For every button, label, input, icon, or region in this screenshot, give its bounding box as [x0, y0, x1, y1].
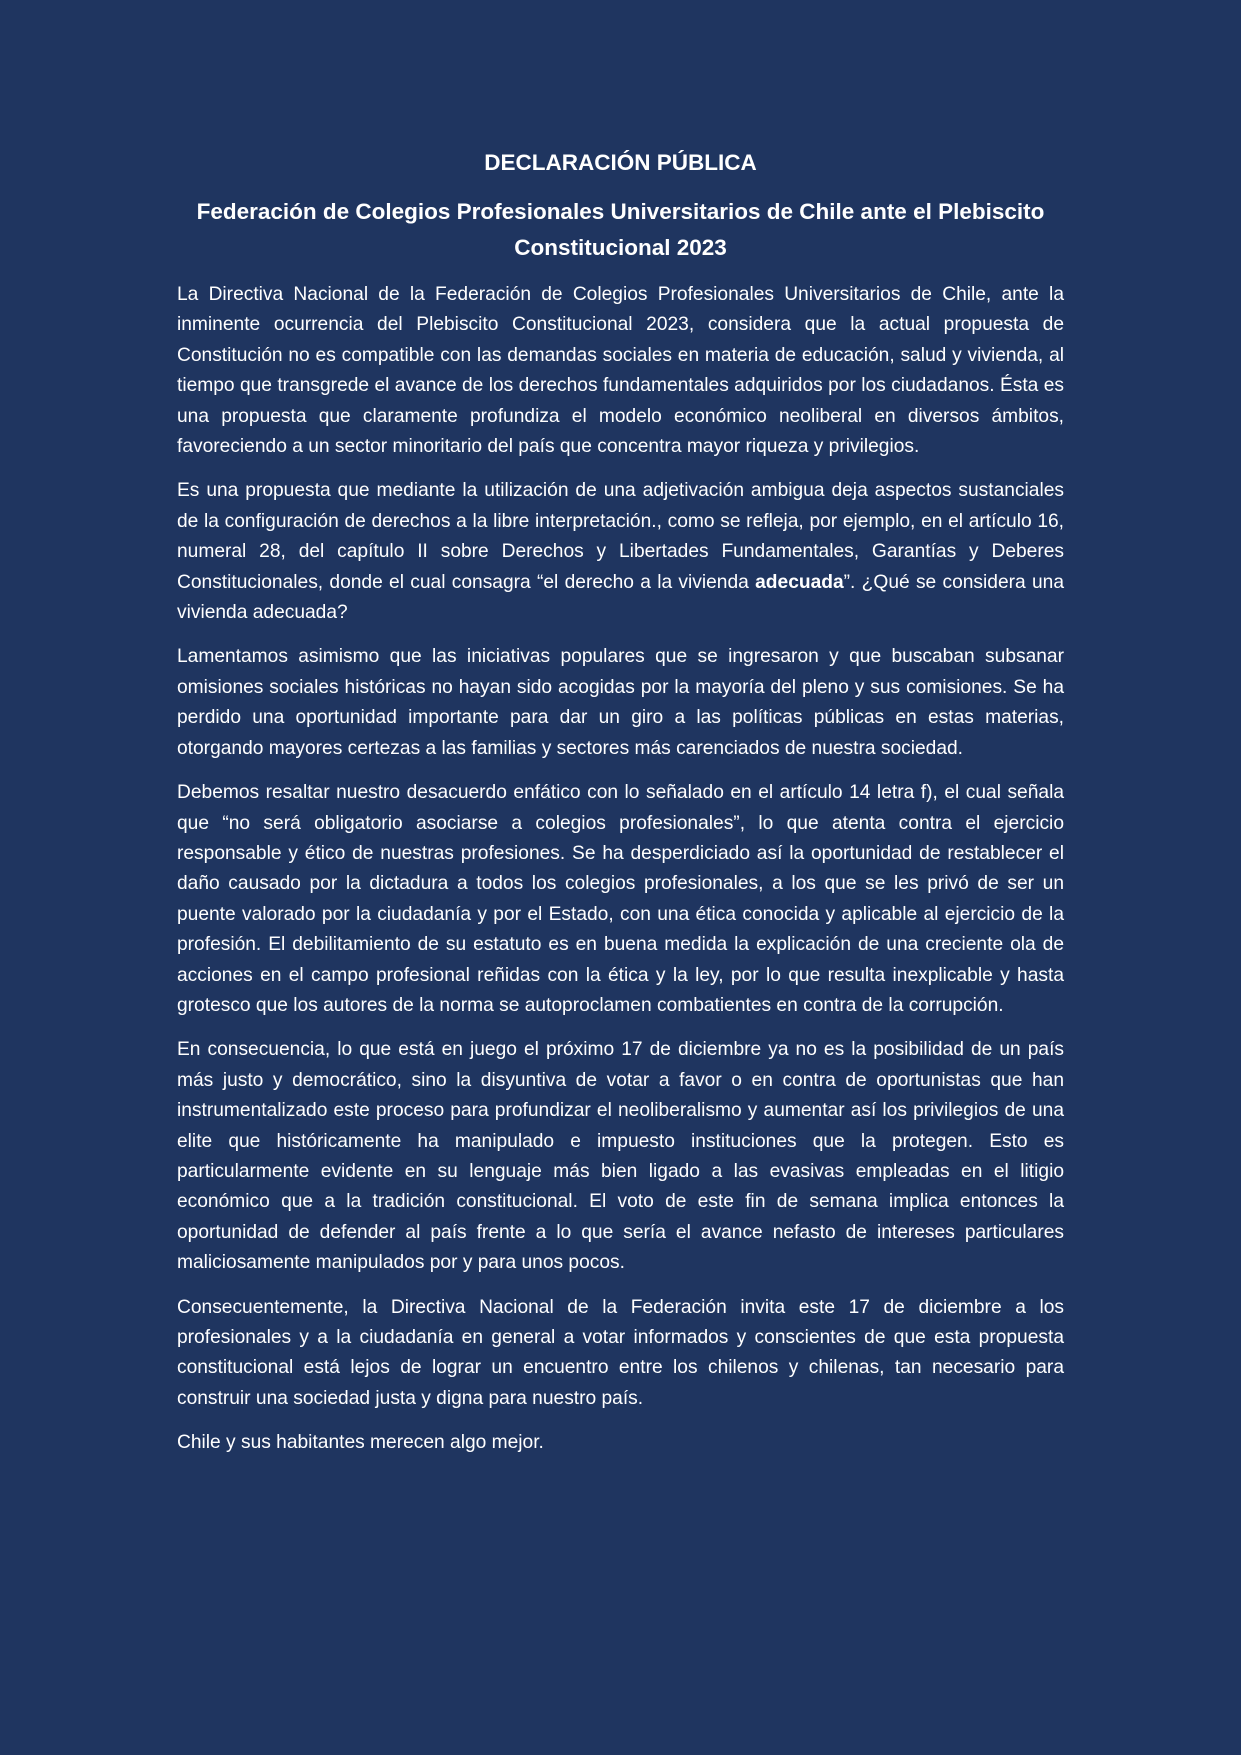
- closing-paragraph: Chile y sus habitantes merecen algo mejor.: [177, 1432, 544, 1454]
- paragraph-2-text-after: ”. ¿Qué se considera una vivienda adecuada?: [177, 571, 1065, 624]
- document-heading: DECLARACIÓN PÚBLICA: [484, 150, 757, 175]
- paragraph-3: Lamentamos asimismo que las iniciativas populares que se ingresaron y que buscaban subsanar omisiones sociales históricas no hayan sido acogidas por la mayoría del pleno y sus comisiones. Se ha perdido una oportunidad importante para dar un giro a las políticas públicas en estas materias, otorgando mayores certezas a las familias y sectores más carenciados de nuestra sociedad.: [177, 646, 1064, 759]
- paragraph-2-bold-word: adecuada: [755, 571, 844, 593]
- document-subheading: Federación de Colegios Profesionales Universitarios de Chile ante el Plebiscito Constitucional 2023: [196, 199, 1045, 260]
- paragraph-1: La Directiva Nacional de la Federación de Colegios Profesionales Universitarios de Chile, ante la inminente ocurrencia del Plebiscito Constitucional 2023, considera que la actual propuesta de Constitución no es compatible con las demandas sociales en materia de educación, salud y vivienda, al tiempo que transgrede el avance de los derechos fundamentales adquiridos por los ciudadanos. Ésta es una propuesta que claramente profundiza el modelo económico neoliberal en diversos ámbitos, favoreciendo a un sector minoritario del país que concentra mayor riqueza y privilegios.: [177, 284, 1064, 458]
- paragraph-5: En consecuencia, lo que está en juego el próximo 17 de diciembre ya no es la posibilidad de un país más justo y democrático, sino la disyuntiva de votar a favor o en contra de oportunistas que han instrumentalizado este proceso para profundizar el neoliberalismo y aumentar así los privilegios de una elite que históricamente ha manipulado e impuesto instituciones que la protegen. Esto es particularmente evidente en su lenguaje más bien ligado a las evasivas empleadas en el litigio económico que a la tradición constitucional. El voto de este fin de semana implica entonces la oportunidad de defender al país frente a lo que sería el avance nefasto de intereses particulares maliciosamente manipulados por y para unos pocos.: [177, 1039, 1064, 1274]
- paragraph-6: Consecuentemente, la Directiva Nacional de la Federación invita este 17 de diciembre a los profesionales y a la ciudadanía en general a votar informados y conscientes de que esta propuesta constitucional está lejos de lograr un encuentro entre los chilenos y chilenas, tan necesario para construir una sociedad justa y digna para nuestro país.: [177, 1296, 1064, 1409]
- paragraph-2: [177, 476, 1064, 628]
- paragraph-2-text-before: Es una propuesta que mediante la utilización de una adjetivación ambigua deja aspectos sustanciales de la configuración de derechos a la libre interpretación., como se refleja, por ejemplo, en el artículo 16, numeral 28, del capítulo II sobre Derechos y Libertades Fundamentales, Garantías y Deberes Constitucionales, donde el cual consagra “el derecho a la vivienda: [177, 480, 1064, 593]
- paragraph-4: Debemos resaltar nuestro desacuerdo enfático con lo señalado en el artículo 14 letra f), el cual señala que “no será obligatorio asociarse a colegios profesionales”, lo que atenta contra el ejercicio responsable y ético de nuestras profesiones. Se ha desperdiciado así la oportunidad de restablecer el daño causado por la dictadura a todos los colegios profesionales, a los que se les privó de ser un puente valorado por la ciudadanía y por el Estado, con una ética conocida y aplicable al ejercicio de la profesión. El debilitamiento de su estatuto es en buena medida la explicación de una creciente ola de acciones en el campo profesional reñidas con la ética y la ley, por lo que resulta inexplicable y hasta grotesco que los autores de la norma se autoproclamen combatientes en contra de la corrupción.: [177, 782, 1064, 1016]
